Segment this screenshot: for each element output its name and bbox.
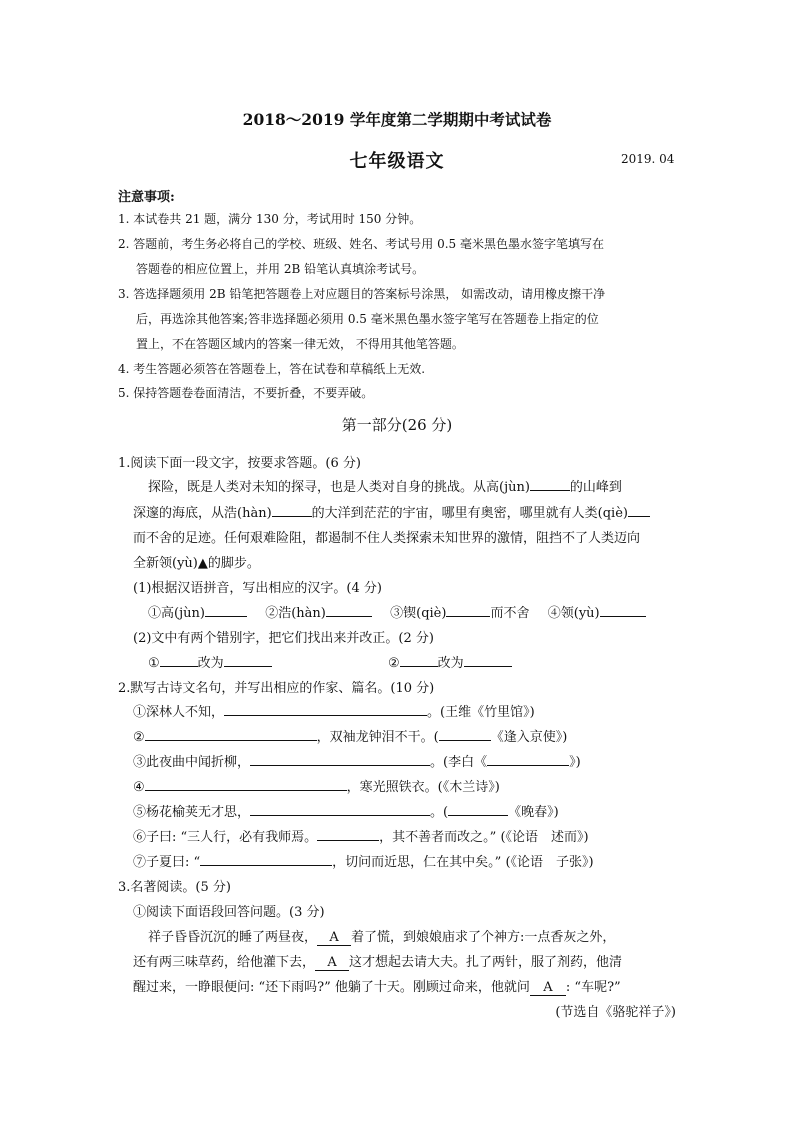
line-text: 。(王维《竹里馆》) <box>427 705 535 720</box>
excerpt-line <box>133 976 621 996</box>
answer-blank-a[interactable]: A <box>317 930 351 946</box>
line-text: 。( <box>430 805 449 820</box>
answer-blank[interactable] <box>600 603 646 617</box>
answer-blank[interactable] <box>439 727 491 741</box>
poem-line-2 <box>133 726 567 745</box>
line-text: ⑦子夏曰: “ <box>133 855 201 870</box>
answer-blank[interactable] <box>145 777 347 791</box>
notice-item: 后，再选涂其他答案;答非选择题必须用 0.5 毫米黑色墨水签字笔写在答题卷上指定的位 <box>136 312 599 326</box>
answer-blank[interactable] <box>400 653 438 667</box>
notice-item: 3. 答选择题须用 2B 铅笔把答题卷上对应题目的答案标号涂黑， 如需改动，请用橡皮擦干净 <box>118 287 606 301</box>
notice-item: 4. 考生答题必须答在答题卷上，答在试卷和草稿纸上无效. <box>118 362 426 376</box>
poem-line-6 <box>133 826 589 845</box>
excerpt-line <box>148 926 615 946</box>
exam-date: 2019. 04 <box>621 152 675 166</box>
item-label: ① <box>148 656 160 671</box>
line-text: 这才想起去请大夫。扎了两针，服了剂药，他清 <box>349 955 623 970</box>
notice-item: 5. 保持答题卷卷面清洁，不要折叠，不要弄破。 <box>118 386 374 400</box>
answer-blank[interactable] <box>224 653 272 667</box>
answer-blank[interactable] <box>317 827 379 841</box>
answer-blank[interactable] <box>272 503 312 517</box>
item-label: 改为 <box>437 656 464 671</box>
line-text: 祥子昏昏沉沉的睡了两昼夜， <box>148 930 318 945</box>
para-text: 深邃的海底，从浩(hàn) <box>133 506 272 521</box>
poem-line-3 <box>133 751 581 770</box>
question-1-para-line <box>133 502 650 521</box>
answer-blank[interactable] <box>628 503 650 517</box>
poem-line-5 <box>133 801 559 820</box>
line-text: 《晚春》) <box>508 805 559 820</box>
question-1-para-line: 全新领(yù)▲的脚步。 <box>133 556 260 571</box>
poem-line-7 <box>133 851 594 870</box>
line-text: 《逢入京使》) <box>490 730 568 745</box>
answer-blank[interactable] <box>530 477 570 491</box>
answer-blank[interactable] <box>250 802 430 816</box>
answer-blank-a[interactable]: A <box>530 980 566 996</box>
item-label: ②浩(hàn) <box>265 606 326 621</box>
item-label: ①高(jùn) <box>148 606 205 621</box>
notice-item: 答题卷的相应位置上，并用 2B 铅笔认真填涂考试号。 <box>136 262 425 276</box>
line-text: ⑥子曰: “三人行，必有我师焉。 <box>133 830 318 845</box>
line-text: 醒过来，一睁眼便问: “还下雨吗?” 他躺了十天。刚顾过命来，他就问 <box>133 980 530 995</box>
question-1-sub2: (2)文中有两个错别字，把它们找出来并改正。(2 分) <box>133 631 434 646</box>
poem-line-1 <box>133 701 535 720</box>
item-label: 改为 <box>197 656 224 671</box>
answer-blank[interactable] <box>448 802 508 816</box>
line-text: 还有两三味草药，给他灌下去， <box>133 955 316 970</box>
question-1-para-line <box>148 476 622 495</box>
question-1-sub2-answers <box>148 652 512 671</box>
item-label: ③锲(qiè) <box>390 606 447 621</box>
item-label: 而不舍 <box>490 606 530 621</box>
subject-title: 七年级语文 <box>349 151 445 172</box>
answer-blank[interactable] <box>160 653 198 667</box>
line-text: 着了慌，到娘娘庙求了个神方:一点香灰之外， <box>351 930 616 945</box>
answer-blank[interactable] <box>200 852 332 866</box>
excerpt-line <box>133 951 622 971</box>
answer-blank-a[interactable]: A <box>315 955 349 971</box>
answer-blank[interactable] <box>464 653 512 667</box>
notice-item: 置上，不在答题区域内的答案一律无效， 不得用其他笔答题。 <box>136 337 464 351</box>
excerpt-source: (节选自《骆驼祥子》) <box>555 1005 676 1020</box>
question-3-stem: 3.名著阅读。(5 分) <box>118 880 231 895</box>
line-text: ，寒光照铁衣。(《木兰诗》) <box>346 780 500 795</box>
question-1-para-line: 而不舍的足迹。任何艰难险阻，都遏制不住人类探索未知世界的激情，阻挡不了人类迈向 <box>133 531 641 546</box>
answer-blank[interactable] <box>326 603 372 617</box>
item-label: ② <box>387 656 400 671</box>
line-text: ，双袖龙钟泪不干。( <box>316 730 439 745</box>
question-1-stem: 1.阅读下面一段文字，按要求答题。(6 分) <box>118 456 361 471</box>
question-1-sub1: (1)根据汉语拼音，写出相应的汉字。(4 分) <box>133 581 382 596</box>
answer-blank[interactable] <box>205 603 247 617</box>
line-text: : “车呢?” <box>565 980 621 995</box>
answer-blank[interactable] <box>446 603 490 617</box>
question-2-stem: 2.默写古诗文名句，并写出相应的作家、篇名。(10 分) <box>118 681 435 696</box>
question-3-sub1: ①阅读下面语段回答问题。(3 分) <box>133 905 325 920</box>
item-label: ④领(yù) <box>547 606 600 621</box>
line-text: ①深林人不知， <box>133 705 225 720</box>
line-text: ② <box>133 730 145 745</box>
line-text: 。(李白《 <box>430 755 488 770</box>
line-text: ④ <box>133 780 145 795</box>
para-text: 探险，既是人类对未知的探寻，也是人类对自身的挑战。从高(jùn) <box>148 480 530 495</box>
line-text: 》) <box>569 755 581 770</box>
answer-blank[interactable] <box>250 752 430 766</box>
notice-heading: 注意事项: <box>118 190 175 205</box>
line-text: ，其不善者而改之。” (《论语 述而》) <box>379 830 589 845</box>
question-1-sub1-answers <box>148 602 646 621</box>
exam-title: 2018～2019 学年度第二学期期中考试试卷 <box>242 110 552 129</box>
line-text: ⑤杨花榆荚无才思， <box>133 805 251 820</box>
part-title: 第一部分(26 分) <box>341 416 453 434</box>
line-text: ③此夜曲中闻折柳， <box>133 755 251 770</box>
para-text: 的山峰到 <box>569 480 622 495</box>
answer-blank[interactable] <box>145 727 317 741</box>
notice-item: 1. 本试卷共 21 题，满分 130 分，考试用时 150 分钟。 <box>118 212 422 226</box>
notice-item: 2. 答题前，考生务必将自己的学校、班级、姓名、考试号用 0.5 毫米黑色墨水签字笔填写在 <box>118 237 604 251</box>
answer-blank[interactable] <box>487 752 569 766</box>
para-text: 的大洋到茫茫的宇宙，哪里有奥密，哪里就有人类(qiè) <box>311 506 628 521</box>
poem-line-4 <box>133 776 500 795</box>
answer-blank[interactable] <box>224 702 427 716</box>
line-text: ，切问而近思，仁在其中矣。” (《论语 子张》) <box>332 855 594 870</box>
